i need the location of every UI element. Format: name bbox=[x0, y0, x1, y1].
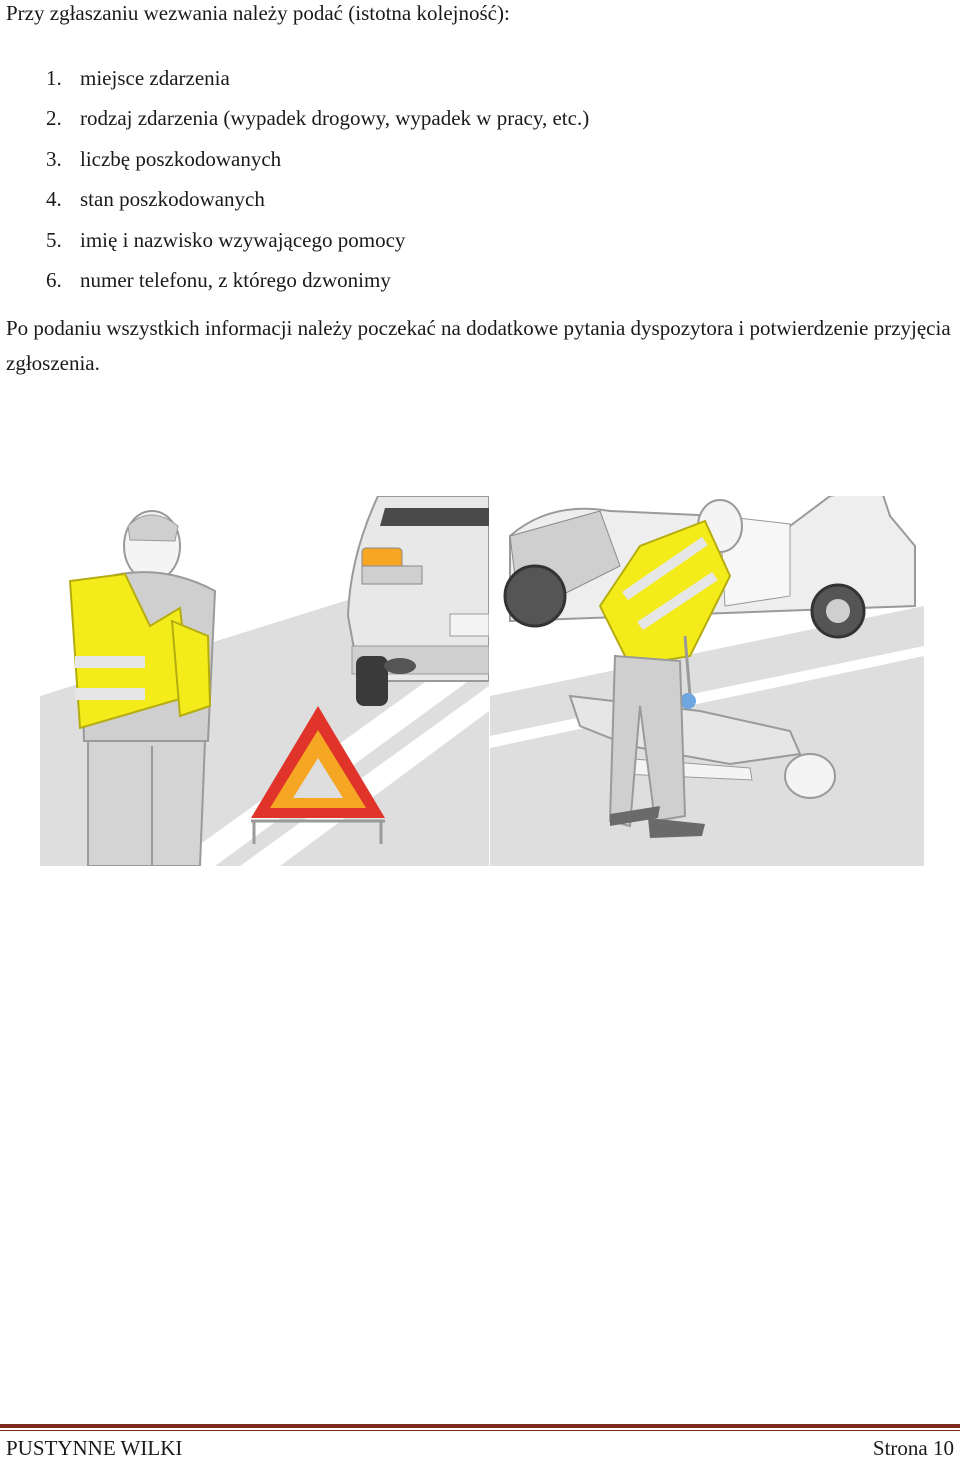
illustration-helper-and-victim bbox=[490, 496, 924, 866]
list-item: 3. liczbę poszkodowanych bbox=[46, 146, 282, 171]
list-item: 4. stan poszkodowanych bbox=[46, 187, 265, 212]
list-item: 6. numer telefonu, z którego dzwonimy bbox=[46, 267, 391, 292]
car-rear-icon bbox=[348, 496, 489, 706]
reporting-steps-list bbox=[0, 58, 589, 300]
list-item: 5. imię i nazwisko wzywającego pomocy bbox=[46, 227, 406, 252]
intro-text: Przy zgłaszaniu wezwania należy podać (istotna kolejność): bbox=[6, 1, 510, 25]
man-with-vest-icon bbox=[70, 511, 215, 866]
footer-rule-thick bbox=[0, 1424, 960, 1428]
accident-illustration bbox=[40, 496, 924, 866]
list-item: 2. rodzaj zdarzenia (wypadek drogowy, wypadek w pracy, etc.) bbox=[46, 106, 590, 131]
helper-victim-svg bbox=[490, 496, 924, 866]
illustration-vest-and-triangle bbox=[40, 496, 489, 866]
closing-paragraph: Po podaniu wszystkich informacji należy poczekać na dodatkowe pytania dyspozytora i potwierdzenie przyjęcia zgłoszenia. bbox=[6, 316, 951, 375]
footer-page-number: Strona 10 bbox=[872, 1436, 954, 1460]
vest-triangle-svg bbox=[40, 496, 489, 866]
footer-rule-thin bbox=[0, 1430, 960, 1431]
footer-organization: PUSTYNNE WILKI bbox=[6, 1436, 183, 1460]
list-item: 1. miejsce zdarzenia bbox=[46, 66, 230, 90]
